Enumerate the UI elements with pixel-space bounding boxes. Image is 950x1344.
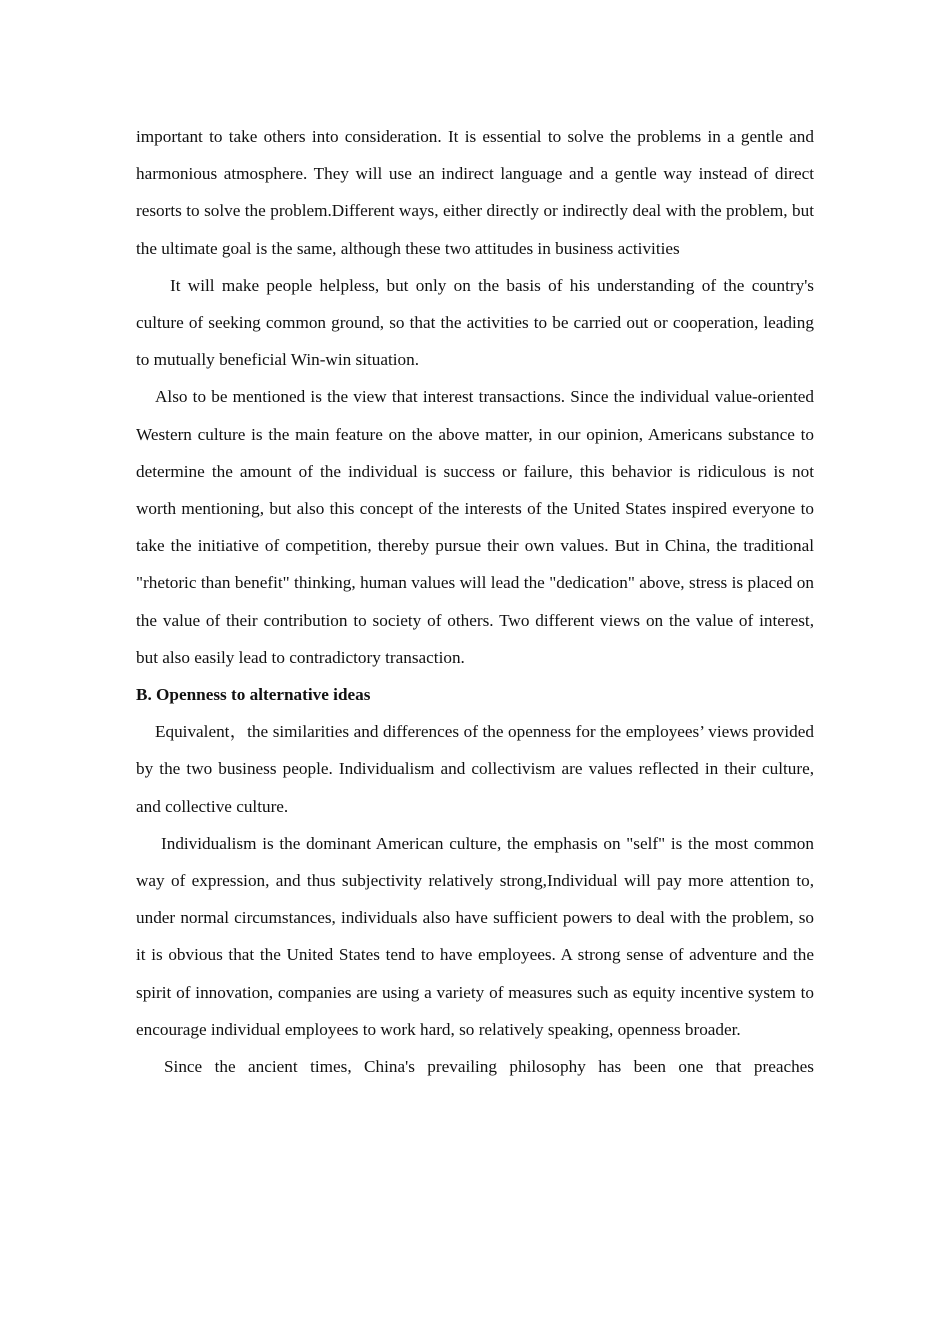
document-page <box>136 118 814 1085</box>
paragraph-equivalent: Equivalent，the similarities and differences of the openness for the employees’ views provided by the two business people. Individualism and collectivism are values reflected in their culture, and collective culture. <box>136 722 814 816</box>
paragraph-consideration: important to take others into consideration. It is essential to solve the problems in a gentle and harmonious atmosphere. They will use an indirect language and a gentle way instead of direct resorts to solve the problem.Different ways, either directly or indirectly deal with the problem, but the ultimate goal is the same, although these two attitudes in business activities <box>136 127 814 258</box>
section-heading-openness: B. Openness to alternative ideas <box>136 685 371 705</box>
paragraph-ancient-times: Since the ancient times, China's prevailing philosophy has been one that preaches <box>164 1057 814 1077</box>
paragraph-helpless: It will make people helpless, but only on the basis of his understanding of the country's culture of seeking common ground, so that the activities to be carried out or cooperation, leading to mutually beneficial Win-win situation. <box>136 275 814 370</box>
paragraph-individualism: Individualism is the dominant American culture, the emphasis on "self" is the most common way of expression, and thus subjectivity relatively strong,Individual will pay more attention to, under normal circumstances, individuals also have sufficient powers to deal with the problem, so it is obvious that the United States tend to have employees. A strong sense of adventure and the spirit of innovation, companies are using a variety of measures such as equity incentive system to encourage individual employees to work hard, so relatively speaking, openness broader. <box>136 833 814 1039</box>
paragraph-interest-transactions: Also to be mentioned is the view that interest transactions. Since the individual value-oriented Western culture is the main feature on the above matter, in our opinion, Americans substance to determine the amount of the individual is success or failure, this behavior is ridiculous is not worth mentioning, but also this concept of the interests of the United States inspired everyone to take the initiative of competition, thereby pursue their own values. But in China, the traditional "rhetoric than benefit" thinking, human values will lead the "dedication" above, stress is placed on the value of their contribution to society of others. Two different views on the value of interest, but also easily lead to contradictory transaction. <box>136 387 814 667</box>
